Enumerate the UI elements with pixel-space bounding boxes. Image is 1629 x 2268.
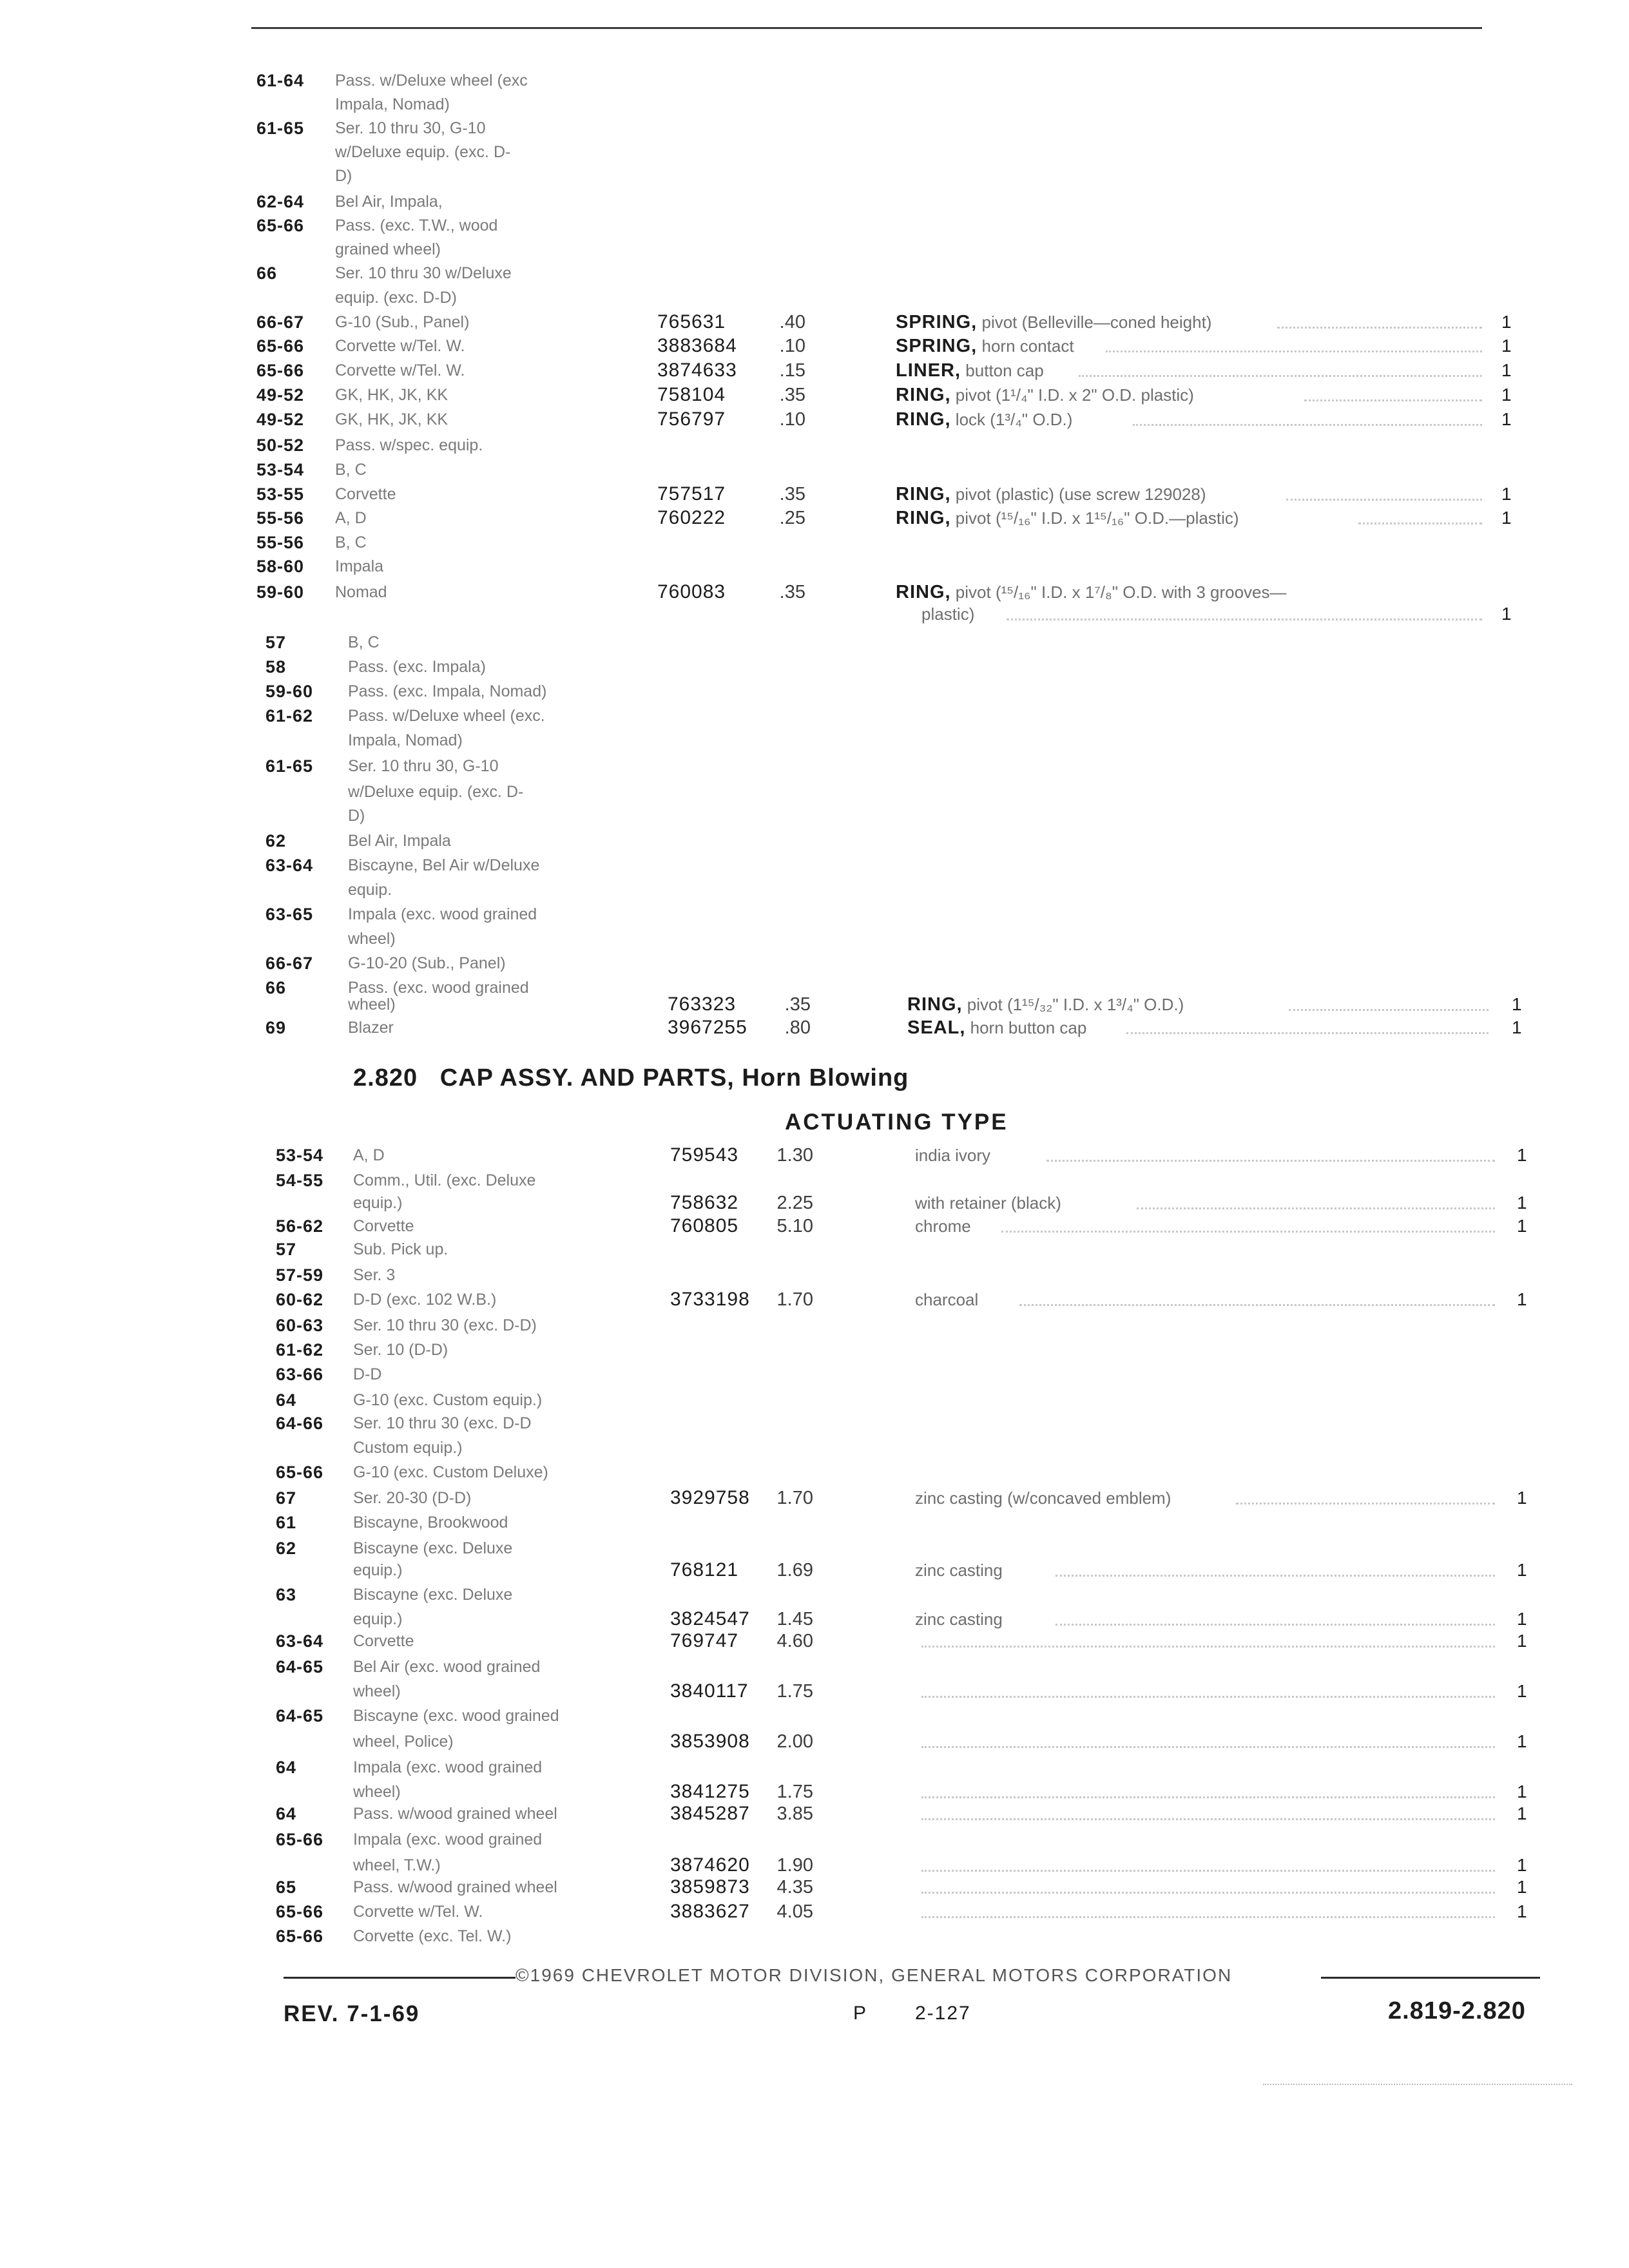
model-years: 64-66 — [276, 1414, 324, 1433]
model-years: 63-64 — [276, 1631, 324, 1651]
price: 2.25 — [776, 1193, 813, 1213]
price: .35 — [784, 994, 811, 1015]
quantity: 1 — [1517, 1145, 1527, 1165]
part-description — [907, 1017, 1086, 1039]
model-years: 58 — [265, 657, 287, 677]
description-text: horn button cap — [970, 1018, 1087, 1037]
dot-leader — [1007, 619, 1482, 620]
description-text: pivot (1¹⁵/₃₂" I.D. x 1³/₄" O.D.) — [967, 995, 1184, 1014]
group-heading — [353, 1064, 909, 1092]
part-number: 3845287 — [670, 1803, 750, 1824]
application: wheel) — [353, 1783, 401, 1801]
model-years: 61-64 — [256, 71, 305, 90]
application: GK, HK, JK, KK — [335, 410, 448, 428]
price: 1.75 — [776, 1681, 813, 1702]
part-number: 3859873 — [670, 1876, 750, 1898]
price: 1.90 — [776, 1855, 813, 1876]
model-years: 65 — [276, 1878, 297, 1897]
part-number: 763323 — [668, 994, 737, 1015]
part-number: 3733198 — [670, 1289, 750, 1310]
dot-leader — [1055, 1575, 1495, 1577]
dot-leader — [921, 1696, 1495, 1698]
price: 3.85 — [776, 1803, 813, 1824]
application: wheel, Police) — [353, 1733, 454, 1751]
quantity: 1 — [1517, 1289, 1527, 1309]
part-number: 3874633 — [657, 360, 737, 381]
application: equip.) — [353, 1561, 403, 1579]
description-text: with retainer (black) — [915, 1193, 1061, 1213]
part-number: 758632 — [670, 1192, 739, 1213]
price: .10 — [779, 409, 805, 430]
part-number: 758104 — [657, 384, 726, 405]
application: Impala (exc. wood grained — [353, 1758, 543, 1776]
part-name: RING, — [896, 508, 951, 528]
quantity: 1 — [1517, 1877, 1527, 1897]
application: Pass. w/Deluxe wheel (exc — [335, 72, 528, 90]
price: 4.35 — [776, 1877, 813, 1898]
model-years: 57 — [265, 633, 287, 652]
application: Bel Air, Impala — [348, 832, 451, 850]
model-years: 59-60 — [256, 582, 305, 602]
application: Biscayne (exc. Deluxe — [353, 1586, 513, 1604]
application: Pass. (exc. T.W., wood — [335, 216, 498, 235]
application: Comm., Util. (exc. Deluxe — [353, 1171, 536, 1189]
part-number: 769747 — [670, 1630, 739, 1651]
description-text: pivot (¹⁵/₁₆" I.D. x 1⁷/₈" O.D. with 3 grooves— — [955, 582, 1287, 602]
application: Impala, Nomad) — [335, 95, 450, 113]
application: Pass. w/Deluxe wheel (exc. — [348, 707, 545, 725]
dot-leader — [1286, 499, 1482, 501]
model-years: 57 — [276, 1240, 297, 1259]
model-years: 62-64 — [256, 192, 305, 211]
quantity: 1 — [1501, 385, 1512, 405]
part-number: 3883627 — [670, 1901, 750, 1922]
application: equip.) — [353, 1610, 403, 1628]
price: .35 — [779, 484, 805, 505]
model-years: 65-66 — [276, 1902, 324, 1921]
price: 4.60 — [776, 1631, 813, 1651]
application: equip. (exc. D-D) — [335, 289, 457, 307]
model-years: 61-65 — [256, 119, 305, 138]
application: Impala (exc. wood grained — [348, 905, 537, 923]
model-years: 65-66 — [276, 1830, 324, 1849]
part-number: 768121 — [670, 1559, 739, 1581]
part-number: 3883684 — [657, 335, 737, 356]
description-text: zinc casting — [915, 1610, 1003, 1629]
dot-leader — [921, 1646, 1495, 1648]
application: Impala — [335, 557, 384, 575]
application: Impala (exc. wood grained — [353, 1831, 543, 1849]
part-number: 760083 — [657, 581, 726, 602]
application: Corvette w/Tel. W. — [335, 337, 465, 355]
application: A, D — [353, 1146, 385, 1164]
application: Pass. (exc. Impala) — [348, 658, 486, 676]
application: Impala, Nomad) — [348, 731, 463, 749]
top-rule — [251, 27, 1482, 29]
group-number: 2.820 — [353, 1064, 418, 1091]
quantity: 1 — [1501, 604, 1512, 624]
dot-leader — [1304, 399, 1482, 401]
application: Bel Air (exc. wood grained — [353, 1658, 541, 1676]
dot-leader — [1236, 1503, 1495, 1504]
model-years: 63-66 — [276, 1365, 324, 1384]
model-years: 53-55 — [256, 485, 305, 504]
part-description — [921, 603, 974, 625]
model-years: 66 — [265, 978, 287, 997]
part-number: 759543 — [670, 1144, 739, 1166]
description-text: pivot (plastic) (use screw 129028) — [955, 485, 1206, 504]
price: 2.00 — [776, 1731, 813, 1752]
part-number: 3824547 — [670, 1608, 750, 1629]
model-years: 65-66 — [276, 1927, 324, 1946]
application: G-10-20 (Sub., Panel) — [348, 954, 506, 972]
quantity: 1 — [1501, 409, 1512, 429]
model-years: 60-63 — [276, 1316, 324, 1335]
model-years: 62 — [276, 1539, 297, 1558]
model-years: 55-56 — [256, 533, 305, 552]
footer-rule-right — [1321, 1977, 1540, 1979]
part-description — [896, 360, 1044, 381]
description-text: chrome — [915, 1216, 971, 1236]
dot-leader — [1289, 1009, 1489, 1011]
dot-leader — [921, 1796, 1495, 1798]
part-description — [896, 483, 1206, 505]
dot-leader — [921, 1892, 1495, 1894]
dot-leader — [1019, 1304, 1495, 1306]
quantity: 1 — [1501, 508, 1512, 528]
model-years: 67 — [276, 1488, 297, 1508]
quantity: 1 — [1517, 1631, 1527, 1651]
application: Biscayne, Bel Air w/Deluxe — [348, 856, 540, 874]
quantity: 1 — [1517, 1609, 1527, 1629]
quantity: 1 — [1501, 312, 1512, 332]
model-years: 64 — [276, 1758, 297, 1777]
part-number: 3853908 — [670, 1731, 750, 1752]
model-years: 54-55 — [276, 1171, 324, 1190]
model-years: 56-62 — [276, 1216, 324, 1236]
application: wheel, T.W.) — [353, 1856, 441, 1874]
application: Sub. Pick up. — [353, 1240, 448, 1258]
price: 1.70 — [776, 1289, 813, 1310]
dot-leader — [1079, 375, 1482, 377]
application: equip.) — [353, 1194, 403, 1212]
application: wheel) — [348, 995, 396, 1014]
quantity: 1 — [1501, 484, 1512, 504]
quantity: 1 — [1501, 336, 1512, 356]
dot-leader — [1358, 523, 1482, 524]
quantity: 1 — [1517, 1216, 1527, 1236]
model-years: 66 — [256, 264, 278, 283]
quantity: 1 — [1517, 1803, 1527, 1823]
part-description — [896, 408, 1072, 430]
description-text: lock (1³/₄" O.D.) — [955, 410, 1073, 429]
model-years: 64-65 — [276, 1706, 324, 1725]
price: 5.10 — [776, 1216, 813, 1236]
model-years: 65-66 — [276, 1463, 324, 1482]
description-text: button cap — [965, 361, 1044, 380]
model-years: 64-65 — [276, 1657, 324, 1677]
model-years: 63-64 — [265, 856, 314, 875]
application: B, C — [335, 461, 367, 479]
part-number: 3840117 — [670, 1680, 749, 1702]
model-years: 66-67 — [265, 954, 314, 973]
part-description — [915, 1215, 971, 1237]
application: Corvette w/Tel. W. — [353, 1903, 483, 1921]
application: Ser. 10 thru 30 w/Deluxe — [335, 264, 512, 282]
application: Ser. 10 (D-D) — [353, 1341, 448, 1359]
part-name: SPRING, — [896, 312, 978, 332]
description-text: horn contact — [981, 336, 1074, 356]
application: Ser. 10 thru 30, G-10 — [335, 119, 486, 137]
model-years: 65-66 — [256, 336, 305, 356]
quantity: 1 — [1512, 994, 1522, 1014]
model-years: 50-52 — [256, 436, 305, 455]
description-text: zinc casting (w/concaved emblem) — [915, 1488, 1171, 1508]
part-number: 765631 — [657, 311, 726, 332]
model-years: 61-65 — [265, 756, 314, 776]
application: B, C — [348, 633, 380, 651]
model-years: 61-62 — [276, 1340, 324, 1360]
part-description — [915, 1289, 978, 1311]
model-years: 64 — [276, 1390, 297, 1410]
application: D) — [348, 807, 365, 825]
group-subheading: ACTUATING TYPE — [785, 1110, 1008, 1135]
price: 1.75 — [776, 1782, 813, 1802]
price: 4.05 — [776, 1901, 813, 1922]
model-years: 53-54 — [276, 1146, 324, 1165]
dot-leader — [921, 1916, 1495, 1918]
dot-leader — [1133, 424, 1482, 426]
dot-leader — [921, 1818, 1495, 1820]
application: A, D — [335, 509, 367, 527]
application: Pass. w/spec. equip. — [335, 436, 483, 454]
model-years: 55-56 — [256, 508, 305, 528]
footer-page-number: 2-127 — [915, 2003, 971, 2024]
footer-revision: REV. 7-1-69 — [284, 2001, 420, 2026]
price: .10 — [779, 336, 805, 356]
part-description — [896, 384, 1194, 406]
model-years: 49-52 — [256, 410, 305, 429]
part-description — [915, 1487, 1171, 1509]
dot-leader — [921, 1870, 1495, 1872]
description-text: pivot (Belleville—coned height) — [981, 312, 1212, 332]
footer-group-range: 2.819-2.820 — [1388, 1997, 1526, 2024]
part-number: 757517 — [657, 483, 726, 505]
model-years: 58-60 — [256, 557, 305, 576]
model-years: 60-62 — [276, 1290, 324, 1309]
part-description — [915, 1608, 1003, 1630]
part-description — [915, 1192, 1061, 1214]
dot-leader — [1001, 1231, 1495, 1233]
application: w/Deluxe equip. (exc. D- — [335, 143, 511, 161]
part-description — [915, 1144, 990, 1166]
description-text: charcoal — [915, 1290, 979, 1309]
footer-copyright: ©1969 CHEVROLET MOTOR DIVISION, GENERAL MOTORS CORPORATION — [516, 1965, 1233, 1985]
description-text: pivot (¹⁵/₁₆" I.D. x 1¹⁵/₁₆" O.D.—plastic) — [955, 508, 1239, 528]
quantity: 1 — [1517, 1731, 1527, 1751]
dot-leader — [1277, 327, 1482, 329]
model-years: 49-52 — [256, 385, 305, 405]
price: .35 — [779, 582, 805, 602]
quantity: 1 — [1517, 1855, 1527, 1875]
part-name: SPRING, — [896, 336, 978, 356]
quantity: 1 — [1517, 1681, 1527, 1701]
application: Biscayne (exc. wood grained — [353, 1707, 559, 1725]
price: 1.30 — [776, 1145, 813, 1166]
part-number: 756797 — [657, 408, 726, 430]
price: 1.69 — [776, 1560, 813, 1581]
application: Corvette — [335, 485, 396, 503]
application: w/Deluxe equip. (exc. D- — [348, 783, 524, 801]
part-name: RING, — [896, 484, 951, 505]
price: .35 — [779, 385, 805, 405]
model-years: 59-60 — [265, 682, 314, 701]
quantity: 1 — [1517, 1901, 1527, 1921]
part-description — [896, 581, 1287, 603]
application: B, C — [335, 533, 367, 552]
footer-rule-left — [284, 1977, 516, 1979]
part-name: RING, — [896, 385, 951, 405]
application: Ser. 20-30 (D-D) — [353, 1489, 472, 1507]
scan-mark — [1263, 2084, 1572, 2085]
application: Ser. 10 thru 30, G-10 — [348, 757, 499, 775]
quantity: 1 — [1517, 1560, 1527, 1580]
part-name: RING, — [896, 582, 951, 602]
quantity: 1 — [1512, 1017, 1522, 1037]
application: Pass. w/wood grained wheel — [353, 1878, 557, 1896]
part-number: 3841275 — [670, 1781, 750, 1802]
model-years: 65-66 — [256, 216, 305, 235]
application: Nomad — [335, 583, 387, 601]
price: .80 — [784, 1017, 811, 1038]
application: Corvette (exc. Tel. W.) — [353, 1927, 512, 1945]
part-number: 3874620 — [670, 1854, 750, 1876]
part-name: RING, — [907, 994, 963, 1015]
part-description — [896, 311, 1211, 333]
part-number: 760805 — [670, 1215, 739, 1236]
model-years: 69 — [265, 1018, 287, 1037]
part-description — [896, 335, 1074, 357]
application: Corvette — [353, 1217, 414, 1235]
dot-leader — [1055, 1624, 1495, 1626]
model-years: 63 — [276, 1585, 297, 1604]
application: Ser. 10 thru 30 (exc. D-D — [353, 1414, 532, 1432]
part-name: RING, — [896, 409, 951, 430]
group-title: CAP ASSY. AND PARTS, Horn Blowing — [439, 1064, 909, 1091]
description-text: pivot (1¹/₄" I.D. x 2" O.D. plastic) — [955, 385, 1194, 405]
quantity: 1 — [1517, 1193, 1527, 1213]
price: 1.70 — [776, 1488, 813, 1508]
application: D-D — [353, 1365, 382, 1383]
dot-leader — [1106, 351, 1482, 352]
application: wheel) — [348, 930, 396, 948]
application: Pass. (exc. wood grained — [348, 979, 529, 997]
part-number: 760222 — [657, 507, 726, 528]
part-number: 3967255 — [668, 1017, 747, 1038]
description-text: plastic) — [921, 604, 975, 624]
quantity: 1 — [1517, 1488, 1527, 1508]
application: grained wheel) — [335, 240, 441, 258]
application: equip. — [348, 881, 392, 899]
part-number: 3929758 — [670, 1487, 750, 1508]
price: 1.45 — [776, 1609, 813, 1629]
application: Corvette — [353, 1632, 414, 1650]
application: G-10 (Sub., Panel) — [335, 313, 470, 331]
dot-leader — [921, 1746, 1495, 1748]
application: Pass. w/wood grained wheel — [353, 1805, 557, 1823]
quantity: 1 — [1517, 1782, 1527, 1802]
model-years: 61 — [276, 1513, 297, 1532]
price: .25 — [779, 508, 805, 528]
application: G-10 (exc. Custom equip.) — [353, 1391, 543, 1409]
part-description — [896, 507, 1239, 529]
application: Biscayne, Brookwood — [353, 1514, 508, 1532]
application: D) — [335, 167, 352, 185]
model-years: 63-65 — [265, 905, 314, 924]
price: .40 — [779, 312, 805, 332]
dot-leader — [1046, 1160, 1495, 1162]
footer-page-label: P — [853, 2003, 868, 2024]
model-years: 62 — [265, 831, 287, 850]
quantity: 1 — [1501, 360, 1512, 380]
part-name: SEAL, — [907, 1017, 966, 1038]
application: Pass. (exc. Impala, Nomad) — [348, 682, 547, 700]
application: Biscayne (exc. Deluxe — [353, 1539, 513, 1557]
application: Blazer — [348, 1019, 394, 1037]
part-name: LINER, — [896, 360, 961, 381]
model-years: 64 — [276, 1804, 297, 1823]
part-description — [915, 1559, 1003, 1581]
application: Ser. 10 thru 30 (exc. D-D) — [353, 1316, 537, 1334]
description-text: zinc casting — [915, 1561, 1003, 1580]
model-years: 53-54 — [256, 460, 305, 479]
application: Corvette w/Tel. W. — [335, 361, 465, 380]
model-years: 61-62 — [265, 706, 314, 726]
application: GK, HK, JK, KK — [335, 386, 448, 404]
model-years: 66-67 — [256, 312, 305, 332]
application: Ser. 3 — [353, 1266, 396, 1284]
application: wheel) — [353, 1682, 401, 1700]
model-years: 57-59 — [276, 1265, 324, 1285]
part-description — [907, 994, 1184, 1015]
application: Bel Air, Impala, — [335, 193, 443, 211]
description-text: india ivory — [915, 1146, 991, 1165]
model-years: 65-66 — [256, 361, 305, 380]
price: .15 — [779, 360, 805, 381]
dot-leader — [1137, 1207, 1495, 1209]
dot-leader — [1126, 1032, 1489, 1034]
application: G-10 (exc. Custom Deluxe) — [353, 1463, 548, 1481]
application: D-D (exc. 102 W.B.) — [353, 1291, 497, 1309]
application: Custom equip.) — [353, 1439, 463, 1457]
